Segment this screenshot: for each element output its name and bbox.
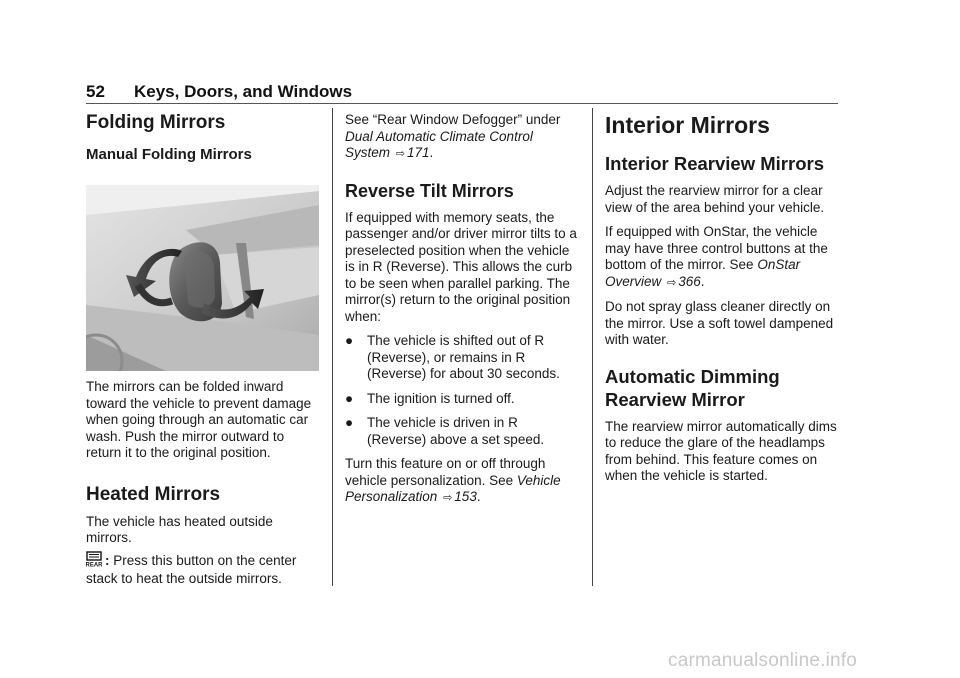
bullet-text: The vehicle is shifted out of R (Reverse), or remains in R (Reverse) for about 30 seconds. — [367, 333, 560, 381]
bullet-item — [345, 415, 579, 448]
vehicle-personalization-page[interactable]: 153 — [454, 489, 477, 504]
interior-mirrors-heading: Interior Mirrors — [605, 112, 770, 138]
personalization-paragraph — [345, 456, 579, 507]
rear-button-colon: : — [105, 552, 110, 568]
onstar-end: . — [700, 273, 705, 289]
page-arrow-icon: ⇨ — [395, 148, 405, 160]
heated-paragraph: The vehicle has heated outside mirrors. — [86, 513, 273, 545]
mirror-illustration — [86, 185, 319, 371]
defogger-ref-prefix: See “Rear Window Defogger” under — [345, 112, 561, 127]
bullet-text: The ignition is turned off. — [367, 390, 515, 406]
rear-button-paragraph — [86, 551, 322, 588]
column-3 — [605, 108, 840, 485]
section-title: Keys, Doors, and Windows — [134, 82, 353, 101]
column-divider-2 — [592, 108, 593, 586]
climate-control-link[interactable]: Dual Automatic Climate Control System — [345, 128, 533, 160]
onstar-overview-link[interactable]: OnStar Overview — [605, 257, 801, 289]
page-header — [86, 82, 838, 102]
page-arrow-icon: ⇨ — [667, 276, 677, 289]
onstar-text: If equipped with OnStar, the vehicle may have three control buttons at the bottom of the mirror. See — [605, 224, 828, 272]
bullet-item — [345, 391, 579, 408]
onstar-paragraph — [605, 224, 840, 291]
folding-paragraph: The mirrors can be folded inward toward the vehicle to prevent damage when going through an automatic car wash. Push the mirror outward to return it to the original position. — [86, 379, 312, 460]
column-divider-1 — [332, 108, 333, 586]
auto-dimming-paragraph: The rearview mirror automatically dims to reduce the glare of the headlamps from behind. This feature comes on when the vehicle is started. — [605, 418, 837, 483]
bullet-icon: ● — [345, 390, 354, 406]
bullet-text: The vehicle is driven in R (Reverse) above a set speed. — [367, 415, 545, 447]
rear-defog-icon-label: REAR — [86, 562, 102, 567]
column-2 — [345, 108, 579, 507]
defogger-reference — [345, 112, 579, 163]
column-1 — [86, 108, 322, 588]
page-arrow-icon: ⇨ — [443, 492, 453, 504]
auto-dimming-heading: Automatic Dimming Rearview Mirror — [605, 365, 780, 410]
bullet-icon: ● — [345, 333, 354, 348]
header-rule — [86, 103, 838, 104]
personalization-end: . — [476, 489, 481, 504]
climate-control-page[interactable]: 171 — [407, 145, 430, 160]
folding-mirrors-heading: Folding Mirrors — [86, 112, 226, 133]
adjust-paragraph: Adjust the rearview mirror for a clear view of the area behind your vehicle. — [605, 183, 825, 215]
page-number: 52 — [86, 82, 105, 101]
vehicle-personalization-link[interactable]: Vehicle Personalization — [345, 472, 561, 504]
rear-button-text: Press this button on the center stack to heat the outside mirrors. — [86, 552, 297, 586]
personalization-text: Turn this feature on or off through vehicle personalization. See — [345, 456, 546, 488]
watermark: carmanualsonline.info — [668, 650, 858, 671]
mirror-illustration-graphic — [86, 185, 319, 371]
bullet-icon: ● — [345, 415, 354, 430]
defogger-ref-end: . — [429, 145, 434, 160]
onstar-overview-page[interactable]: 366 — [678, 273, 701, 289]
reverse-tilt-paragraph: If equipped with memory seats, the passenger and/or driver mirror tilts to a preselected position when the vehicle is in R (Reverse). This allows the curb to be seen when parallel parking. The mirror(s) return to the original position when: — [345, 209, 577, 324]
manual-folding-heading: Manual Folding Mirrors — [86, 146, 252, 163]
interior-rearview-heading: Interior Rearview Mirrors — [605, 153, 824, 174]
spray-paragraph: Do not spray glass cleaner directly on the mirror. Use a soft towel dampened with water. — [605, 299, 834, 347]
heated-mirrors-heading: Heated Mirrors — [86, 483, 221, 505]
rear-defog-icon — [86, 551, 102, 572]
reverse-tilt-heading: Reverse Tilt Mirrors — [345, 180, 514, 201]
bullet-item — [345, 333, 579, 383]
